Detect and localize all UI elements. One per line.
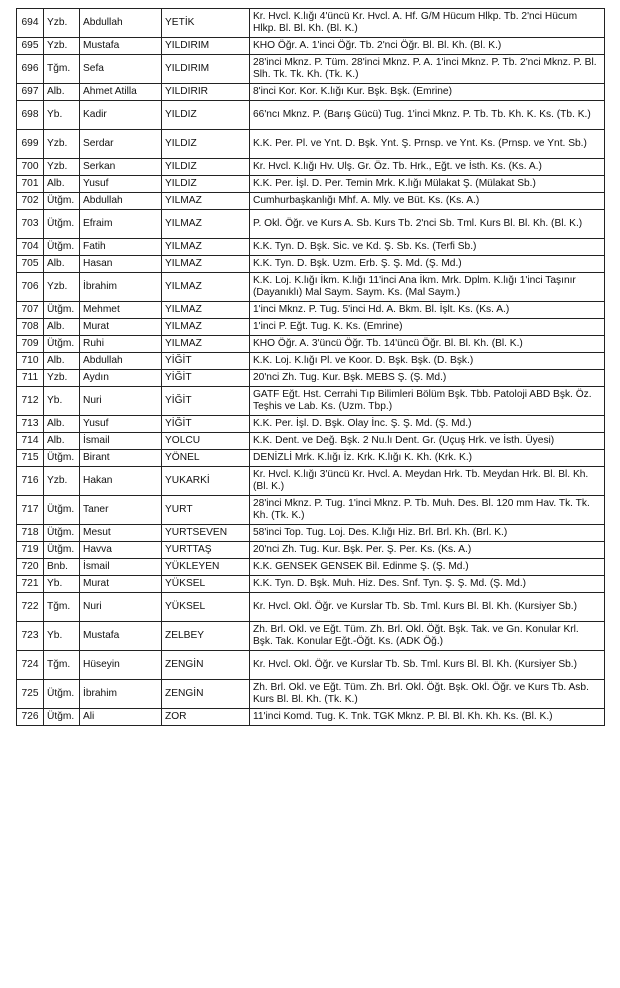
table-row xyxy=(17,593,605,622)
unit-assignment-cell: DENİZLİ Mrk. K.lığı İz. Krk. K.lığı K. Kh. (Krk. K.) xyxy=(250,450,605,467)
first-name-cell: Hakan xyxy=(80,467,162,496)
table-row xyxy=(17,256,605,273)
row-number: 704 xyxy=(17,239,44,256)
first-name-cell: Taner xyxy=(80,496,162,525)
unit-assignment-cell: Kr. Hvcl. K.lığı 3'üncü Kr. Hvcl. A. Meydan Hrk. Tb. Meydan Hrk. Bl. Bl. Kh. (Bl. K.) xyxy=(250,467,605,496)
surname-cell: YILDIRIR xyxy=(162,84,250,101)
first-name-cell: Murat xyxy=(80,319,162,336)
first-name-cell: Mesut xyxy=(80,525,162,542)
first-name-cell: Ruhi xyxy=(80,336,162,353)
rank-cell: Yb. xyxy=(44,576,80,593)
surname-cell: YİĞİT xyxy=(162,370,250,387)
rank-cell: Tğm. xyxy=(44,651,80,680)
rank-cell: Ütğm. xyxy=(44,450,80,467)
surname-cell: ZELBEY xyxy=(162,622,250,651)
table-row xyxy=(17,496,605,525)
rank-cell: Alb. xyxy=(44,416,80,433)
row-number: 707 xyxy=(17,302,44,319)
first-name-cell: İsmail xyxy=(80,433,162,450)
row-number: 711 xyxy=(17,370,44,387)
unit-assignment-cell: Cumhurbaşkanlığı Mhf. A. Mly. ve Büt. Ks. (Ks. A.) xyxy=(250,193,605,210)
rank-cell: Yzb. xyxy=(44,159,80,176)
first-name-cell: Fatih xyxy=(80,239,162,256)
row-number: 725 xyxy=(17,680,44,709)
first-name-cell: Abdullah xyxy=(80,9,162,38)
row-number: 705 xyxy=(17,256,44,273)
rank-cell: Alb. xyxy=(44,256,80,273)
table-row xyxy=(17,239,605,256)
unit-assignment-cell: K.K. Per. Pl. ve Ynt. D. Bşk. Ynt. Ş. Prnsp. ve Ynt. Ks. (Prnsp. ve Ynt. Sb.) xyxy=(250,130,605,159)
row-number: 713 xyxy=(17,416,44,433)
unit-assignment-cell: K.K. Dent. ve Değ. Bşk. 2 Nu.lı Dent. Gr. (Uçuş Hrk. ve İsth. Üyesi) xyxy=(250,433,605,450)
unit-assignment-cell: K.K. Tyn. D. Bşk. Uzm. Erb. Ş. Ş. Md. (Ş. Md.) xyxy=(250,256,605,273)
row-number: 723 xyxy=(17,622,44,651)
first-name-cell: Yusuf xyxy=(80,416,162,433)
first-name-cell: Serdar xyxy=(80,130,162,159)
row-number: 710 xyxy=(17,353,44,370)
table-row xyxy=(17,101,605,130)
rank-cell: Alb. xyxy=(44,176,80,193)
table-row xyxy=(17,542,605,559)
rank-cell: Yb. xyxy=(44,622,80,651)
unit-assignment-cell: 1'inci Mknz. P. Tug. 5'inci Hd. A. Bkm. Bl. İşlt. Ks. (Ks. A.) xyxy=(250,302,605,319)
rank-cell: Ütğm. xyxy=(44,210,80,239)
first-name-cell: Abdullah xyxy=(80,353,162,370)
surname-cell: YILMAZ xyxy=(162,256,250,273)
surname-cell: YİĞİT xyxy=(162,416,250,433)
unit-assignment-cell: 28'inci Mknz. P. Tug. 1'inci Mknz. P. Tb. Muh. Des. Bl. 120 mm Hav. Tk. Tk. Kh. (Tk. K.) xyxy=(250,496,605,525)
table-row xyxy=(17,467,605,496)
row-number: 721 xyxy=(17,576,44,593)
personnel-table-body xyxy=(17,9,605,726)
unit-assignment-cell: GATF Eğt. Hst. Cerrahi Tıp Bilimleri Bölüm Bşk. Tbb. Patoloji ABD Bşk. Öz. Teşhis ve Lab. Ks. (Uzm. Tbp.) xyxy=(250,387,605,416)
first-name-cell: Efraim xyxy=(80,210,162,239)
surname-cell: YİĞİT xyxy=(162,353,250,370)
table-row xyxy=(17,336,605,353)
table-row xyxy=(17,680,605,709)
unit-assignment-cell: Kr. Hvcl. K.lığı Hv. Ulş. Gr. Öz. Tb. Hrk., Eğt. ve İsth. Ks. (Ks. A.) xyxy=(250,159,605,176)
unit-assignment-cell: K.K. Tyn. D. Bşk. Muh. Hiz. Des. Snf. Tyn. Ş. Ş. Md. (Ş. Md.) xyxy=(250,576,605,593)
unit-assignment-cell: Zh. Brl. Okl. ve Eğt. Tüm. Zh. Brl. Okl. Öğt. Bşk. Tak. ve Gn. Konular Krl. Bşk. Tak. Konular Eğt.-Öğt. Ks. (ADK Öğ.) xyxy=(250,622,605,651)
surname-cell: YİĞİT xyxy=(162,387,250,416)
surname-cell: YILDIZ xyxy=(162,130,250,159)
unit-assignment-cell: P. Okl. Öğr. ve Kurs A. Sb. Kurs Tb. 2'nci Sb. Tml. Kurs Bl. Bl. Kh. (Bl. K.) xyxy=(250,210,605,239)
rank-cell: Yzb. xyxy=(44,38,80,55)
row-number: 714 xyxy=(17,433,44,450)
table-row xyxy=(17,559,605,576)
row-number: 716 xyxy=(17,467,44,496)
rank-cell: Alb. xyxy=(44,353,80,370)
surname-cell: YILDIZ xyxy=(162,176,250,193)
table-row xyxy=(17,159,605,176)
surname-cell: YILMAZ xyxy=(162,302,250,319)
first-name-cell: Birant xyxy=(80,450,162,467)
row-number: 724 xyxy=(17,651,44,680)
surname-cell: YILMAZ xyxy=(162,210,250,239)
surname-cell: ZOR xyxy=(162,709,250,726)
rank-cell: Yzb. xyxy=(44,467,80,496)
rank-cell: Bnb. xyxy=(44,559,80,576)
surname-cell: YÜKSEL xyxy=(162,576,250,593)
rank-cell: Ütğm. xyxy=(44,336,80,353)
unit-assignment-cell: Kr. Hvcl. Okl. Öğr. ve Kurslar Tb. Sb. Tml. Kurs Bl. Bl. Kh. (Kursiyer Sb.) xyxy=(250,593,605,622)
table-row xyxy=(17,525,605,542)
unit-assignment-cell: 20'nci Zh. Tug. Kur. Bşk. MEBS Ş. (Ş. Md.) xyxy=(250,370,605,387)
surname-cell: YURT xyxy=(162,496,250,525)
row-number: 709 xyxy=(17,336,44,353)
first-name-cell: İbrahim xyxy=(80,273,162,302)
first-name-cell: Kadir xyxy=(80,101,162,130)
surname-cell: YILMAZ xyxy=(162,336,250,353)
row-number: 715 xyxy=(17,450,44,467)
unit-assignment-cell: K.K. Tyn. D. Bşk. Sic. ve Kd. Ş. Sb. Ks. (Terfi Sb.) xyxy=(250,239,605,256)
surname-cell: YETİK xyxy=(162,9,250,38)
first-name-cell: Serkan xyxy=(80,159,162,176)
table-row xyxy=(17,387,605,416)
unit-assignment-cell: 58'inci Top. Tug. Loj. Des. K.lığı Hiz. Brl. Brl. Kh. (Brl. K.) xyxy=(250,525,605,542)
unit-assignment-cell: KHO Öğr. A. 1'inci Öğr. Tb. 2'nci Öğr. Bl. Bl. Kh. (Bl. K.) xyxy=(250,38,605,55)
row-number: 717 xyxy=(17,496,44,525)
unit-assignment-cell: 28'inci Mknz. P. Tüm. 28'inci Mknz. P. A. 1'inci Mknz. P. Tb. 2'nci Mknz. P. Bl. Slh. Tk. Tk. Kh. (Tk. K.) xyxy=(250,55,605,84)
unit-assignment-cell: K.K. Per. İşl. D. Bşk. Olay İnc. Ş. Ş. Md. (Ş. Md.) xyxy=(250,416,605,433)
first-name-cell: Mustafa xyxy=(80,38,162,55)
unit-assignment-cell: 11'inci Komd. Tug. K. Tnk. TGK Mknz. P. Bl. Bl. Kh. Kh. Ks. (Bl. K.) xyxy=(250,709,605,726)
unit-assignment-cell: K.K. GENSEK GENSEK Bil. Edinme Ş. (Ş. Md.) xyxy=(250,559,605,576)
unit-assignment-cell: Kr. Hvcl. K.lığı 4'üncü Kr. Hvcl. A. Hf. G/M Hücum Hlkp. Tb. 2'nci Hücum Hlkp. Bl. Bl. Kh. (Bl. K.) xyxy=(250,9,605,38)
row-number: 722 xyxy=(17,593,44,622)
unit-assignment-cell: K.K. Per. İşl. D. Per. Temin Mrk. K.lığı Mülakat Ş. (Mülakat Sb.) xyxy=(250,176,605,193)
table-row xyxy=(17,176,605,193)
surname-cell: ZENGİN xyxy=(162,651,250,680)
surname-cell: YILDIRIM xyxy=(162,55,250,84)
first-name-cell: Nuri xyxy=(80,387,162,416)
unit-assignment-cell: Zh. Brl. Okl. ve Eğt. Tüm. Zh. Brl. Okl. Öğt. Bşk. Okl. Öğr. ve Kurs Tb. Asb. Kurs Bl. Bl. Kh. (Tk. K.) xyxy=(250,680,605,709)
table-row xyxy=(17,416,605,433)
unit-assignment-cell: K.K. Loj. K.lığı Pl. ve Koor. D. Bşk. Bşk. (D. Bşk.) xyxy=(250,353,605,370)
surname-cell: YÜKSEL xyxy=(162,593,250,622)
first-name-cell: İbrahim xyxy=(80,680,162,709)
first-name-cell: Abdullah xyxy=(80,193,162,210)
row-number: 701 xyxy=(17,176,44,193)
unit-assignment-cell: KHO Öğr. A. 3'üncü Öğr. Tb. 14'üncü Öğr. Bl. Bl. Kh. (Bl. K.) xyxy=(250,336,605,353)
table-row xyxy=(17,622,605,651)
unit-assignment-cell: 1'inci P. Eğt. Tug. K. Ks. (Emrine) xyxy=(250,319,605,336)
row-number: 697 xyxy=(17,84,44,101)
first-name-cell: Aydın xyxy=(80,370,162,387)
table-row xyxy=(17,9,605,38)
surname-cell: YILMAZ xyxy=(162,273,250,302)
first-name-cell: Yusuf xyxy=(80,176,162,193)
row-number: 696 xyxy=(17,55,44,84)
row-number: 695 xyxy=(17,38,44,55)
surname-cell: YILDIRIM xyxy=(162,38,250,55)
first-name-cell: Hasan xyxy=(80,256,162,273)
surname-cell: YILDIZ xyxy=(162,101,250,130)
table-row xyxy=(17,130,605,159)
table-row xyxy=(17,433,605,450)
row-number: 719 xyxy=(17,542,44,559)
table-row xyxy=(17,84,605,101)
rank-cell: Ütğm. xyxy=(44,709,80,726)
table-row xyxy=(17,576,605,593)
first-name-cell: Mustafa xyxy=(80,622,162,651)
rank-cell: Ütğm. xyxy=(44,239,80,256)
first-name-cell: Murat xyxy=(80,576,162,593)
table-row xyxy=(17,651,605,680)
table-row xyxy=(17,302,605,319)
first-name-cell: Hüseyin xyxy=(80,651,162,680)
row-number: 702 xyxy=(17,193,44,210)
surname-cell: YILMAZ xyxy=(162,239,250,256)
rank-cell: Ütğm. xyxy=(44,525,80,542)
rank-cell: Yzb. xyxy=(44,9,80,38)
table-row xyxy=(17,370,605,387)
table-row xyxy=(17,709,605,726)
unit-assignment-cell: Kr. Hvcl. Okl. Öğr. ve Kurslar Tb. Sb. Tml. Kurs Bl. Bl. Kh. (Kursiyer Sb.) xyxy=(250,651,605,680)
row-number: 694 xyxy=(17,9,44,38)
rank-cell: Yzb. xyxy=(44,130,80,159)
surname-cell: YILMAZ xyxy=(162,193,250,210)
surname-cell: YILMAZ xyxy=(162,319,250,336)
table-row xyxy=(17,319,605,336)
rank-cell: Ütğm. xyxy=(44,193,80,210)
first-name-cell: Havva xyxy=(80,542,162,559)
unit-assignment-cell: 20'nci Zh. Tug. Kur. Bşk. Per. Ş. Per. Ks. (Ks. A.) xyxy=(250,542,605,559)
row-number: 706 xyxy=(17,273,44,302)
rank-cell: Yzb. xyxy=(44,370,80,387)
first-name-cell: Ali xyxy=(80,709,162,726)
surname-cell: ZENGİN xyxy=(162,680,250,709)
surname-cell: YÖNEL xyxy=(162,450,250,467)
table-row xyxy=(17,353,605,370)
rank-cell: Alb. xyxy=(44,319,80,336)
table-row xyxy=(17,210,605,239)
rank-cell: Ütğm. xyxy=(44,680,80,709)
first-name-cell: Ahmet Atilla xyxy=(80,84,162,101)
unit-assignment-cell: 8'inci Kor. Kor. K.lığı Kur. Bşk. Bşk. (Emrine) xyxy=(250,84,605,101)
row-number: 699 xyxy=(17,130,44,159)
surname-cell: YOLCU xyxy=(162,433,250,450)
row-number: 698 xyxy=(17,101,44,130)
table-row xyxy=(17,38,605,55)
row-number: 708 xyxy=(17,319,44,336)
surname-cell: YURTSEVEN xyxy=(162,525,250,542)
rank-cell: Yzb. xyxy=(44,273,80,302)
rank-cell: Ütğm. xyxy=(44,496,80,525)
rank-cell: Alb. xyxy=(44,84,80,101)
row-number: 700 xyxy=(17,159,44,176)
surname-cell: YÜKLEYEN xyxy=(162,559,250,576)
rank-cell: Ütğm. xyxy=(44,542,80,559)
rank-cell: Tğm. xyxy=(44,55,80,84)
rank-cell: Yb. xyxy=(44,101,80,130)
rank-cell: Tğm. xyxy=(44,593,80,622)
table-row xyxy=(17,55,605,84)
row-number: 726 xyxy=(17,709,44,726)
row-number: 720 xyxy=(17,559,44,576)
personnel-table xyxy=(16,8,605,726)
rank-cell: Ütğm. xyxy=(44,302,80,319)
row-number: 718 xyxy=(17,525,44,542)
rank-cell: Alb. xyxy=(44,433,80,450)
unit-assignment-cell: 66'ncı Mknz. P. (Barış Gücü) Tug. 1'inci Mknz. P. Tb. Tb. Kh. K. Ks. (Tb. K.) xyxy=(250,101,605,130)
table-row xyxy=(17,193,605,210)
unit-assignment-cell: K.K. Loj. K.lığı İkm. K.lığı 11'inci Ana İkm. Mrk. Dplm. K.lığı 1'inci Taşınır (Dayanıklı) Mal Saym. Saym. Ks. (Mal Saym.) xyxy=(250,273,605,302)
surname-cell: YURTTAŞ xyxy=(162,542,250,559)
first-name-cell: Sefa xyxy=(80,55,162,84)
surname-cell: YILDIZ xyxy=(162,159,250,176)
row-number: 712 xyxy=(17,387,44,416)
table-row xyxy=(17,450,605,467)
row-number: 703 xyxy=(17,210,44,239)
first-name-cell: Nuri xyxy=(80,593,162,622)
first-name-cell: Mehmet xyxy=(80,302,162,319)
first-name-cell: İsmail xyxy=(80,559,162,576)
rank-cell: Yb. xyxy=(44,387,80,416)
surname-cell: YUKARKİ xyxy=(162,467,250,496)
table-row xyxy=(17,273,605,302)
